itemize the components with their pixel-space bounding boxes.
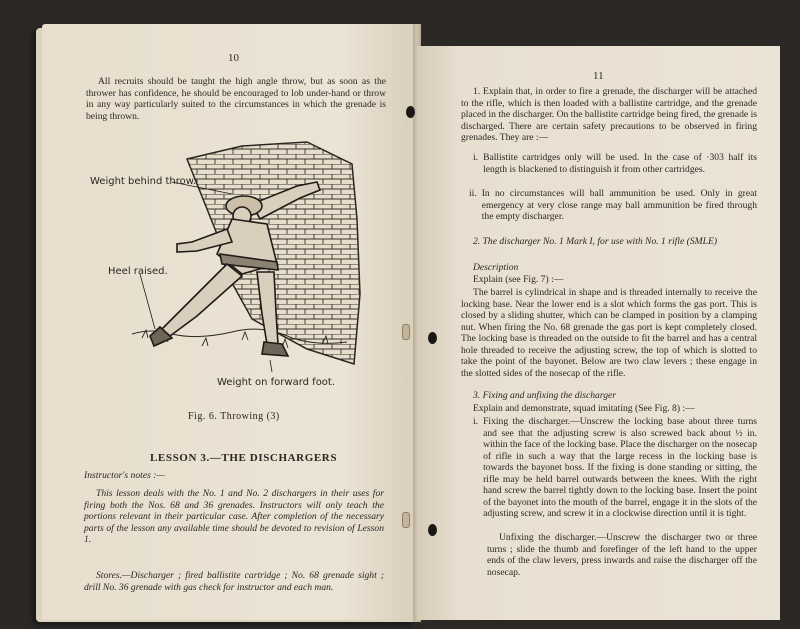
booklet-spread bbox=[30, 24, 780, 622]
precaution-i bbox=[473, 152, 757, 175]
intro-paragraph: All recruits should be taught the high angle throw, but as soon as the thrower has confidence, he should be encouraged to lob under-hand or throw in any way particularly suited to the circumstances in which the grenade is being thrown. bbox=[86, 76, 386, 122]
precaution-i-text: Ballistite cartridges only will be used. In the case of ·303 half its length is blackened to distinguish it from other cartridges. bbox=[483, 152, 757, 175]
binding-hole-2 bbox=[428, 332, 437, 344]
left-page bbox=[42, 24, 417, 620]
precaution-i-number: i. bbox=[473, 152, 479, 163]
label-heel-raised: Heel raised. bbox=[108, 266, 168, 277]
binding-hole-3 bbox=[428, 524, 437, 536]
instructors-notes-title: Instructor's notes :— bbox=[84, 470, 165, 481]
paragraph-2-title: 2. The discharger No. 1 Mark I, for use with No. 1 rifle (SMLE) bbox=[473, 236, 718, 247]
staple-1 bbox=[402, 324, 410, 340]
explain-fig8: Explain and demonstrate, squad imitating (See Fig. 8) :— bbox=[473, 403, 695, 414]
staple-2 bbox=[402, 512, 410, 528]
instructors-notes-body: This lesson deals with the No. 1 and No. 2 dischargers in their uses for firing both the Nos. 68 and 36 grenades. Instructors will only teach the portions relevant in their particular case. After completion of the necessary parts of the lesson any available time should be devoted to revision of Lesson 1. bbox=[84, 488, 384, 545]
lesson-heading: LESSON 3.—THE DISCHARGERS bbox=[150, 452, 338, 464]
throwing-illustration bbox=[92, 124, 392, 384]
explain-fig7: Explain (see Fig. 7) :— bbox=[473, 274, 564, 285]
stores-paragraph: Stores.—Discharger ; fired ballistite cartridge ; No. 68 grenade sight ; drill No. 36 grenade with gas check for instructor and each man. bbox=[84, 570, 384, 593]
paragraph-1: 1. Explain that, in order to fire a grenade, the discharger will be attached to the rifle, which is then loaded with a ballistite cartridge, and the grenade placed in the discharger. On the ballistite cartridge being fired, the grenade is discharged. There are certain safety precautions to be observed in firing grenades. They are :— bbox=[461, 86, 757, 143]
paragraph-3-title: 3. Fixing and unfixing the discharger bbox=[473, 390, 616, 401]
fixing-item-number: i. bbox=[473, 416, 479, 427]
binding-hole-1 bbox=[406, 106, 415, 118]
figure-caption: Fig. 6. Throwing (3) bbox=[188, 411, 280, 422]
fixing-discharger-item bbox=[473, 416, 757, 520]
label-weight-forward: Weight on forward foot. bbox=[217, 377, 336, 388]
page-number-right: 11 bbox=[593, 70, 604, 82]
label-weight-behind: Weight behind throw. bbox=[90, 176, 197, 187]
paragraph-2-body: The barrel is cylindrical in shape and is threaded internally to receive the locking base. Near the lower end is a slot which forms the gas port. This is closed by a sliding shutter, which can be clamped in position by a clamping nut. When firing the No. 68 grenade the gas port is kept completely closed. The locking base is threaded on the outside to fit the barrel and has a central hole threaded to receive the adjusting screw, the top of which is slotted to take the point of the bayonet. Below are two claw levers ; these engage in the slotted sides of the nosecap of the rifle. bbox=[461, 287, 757, 379]
page-number-left: 10 bbox=[228, 52, 239, 64]
right-page bbox=[417, 46, 780, 620]
precaution-ii-number: ii. bbox=[469, 188, 477, 199]
fixing-item-text: Fixing the discharger.—Unscrew the locking base about three turns and see that the adjusting screw is also screwed back about ½ in. within the face of the locking base. Place the discharger on the nosecap of rifle in such a way that the large recess in the locking base is towards the bayonet boss. If the fixing is done standing or sitting, the rifle may be held barrel outwards between the knees. With the right hand screw the barrel tightly down to the locking base. Insert the point of the bayonet into the mouth of the barrel, engage it in the slots of the adjusting screw, and screw it in a clockwise direction until it is tight. bbox=[483, 416, 757, 519]
description-title: Description bbox=[473, 262, 519, 273]
precaution-ii bbox=[469, 188, 757, 223]
unfixing-paragraph: Unfixing the discharger.—Unscrew the discharger two or three turns ; slide the thumb and forefinger of the left hand to the upper ends of the claw levers, press inwards and raise the discharger off the nosecap. bbox=[487, 532, 757, 578]
precaution-ii-text: In no circumstances will ball ammunition be used. Only in great emergency at very close range may ball ammunition be fired through the empty discharger. bbox=[481, 188, 757, 222]
